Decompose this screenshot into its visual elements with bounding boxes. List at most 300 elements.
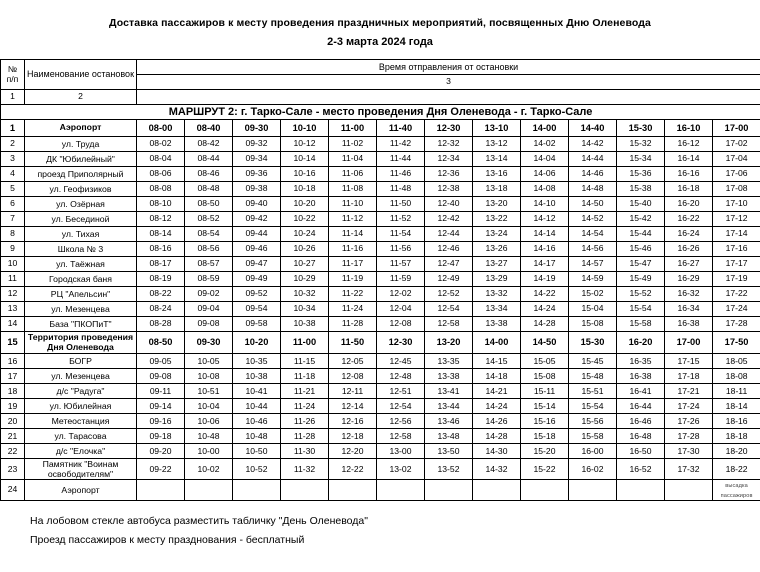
departure-time — [377, 480, 425, 501]
departure-time: 08-12 — [137, 212, 185, 227]
page-title: Доставка пассажиров к месту проведения праздничных мероприятий, посвященных Дню Оленевода — [109, 17, 651, 29]
departure-time: 08-02 — [137, 137, 185, 152]
departure-time: 15-11 — [521, 384, 569, 399]
departure-time: 17-32 — [665, 459, 713, 480]
departure-time: 12-42 — [425, 212, 473, 227]
departure-time: 16-32 — [665, 287, 713, 302]
departure-time: 13-24 — [473, 227, 521, 242]
departure-time: 10-51 — [185, 384, 233, 399]
departure-time — [425, 480, 473, 501]
departure-time: 12-51 — [377, 384, 425, 399]
column-number-3: 3 — [137, 75, 760, 90]
departure-time: 13-27 — [473, 257, 521, 272]
departure-time: 17-28 — [665, 429, 713, 444]
departure-time: 16-35 — [617, 354, 665, 369]
departure-time: 10-20 — [233, 332, 281, 354]
departure-time: 10-52 — [233, 459, 281, 480]
departure-time: 13-41 — [425, 384, 473, 399]
row-number: 17 — [1, 369, 25, 384]
departure-time: 12-45 — [377, 354, 425, 369]
departure-time: 16-10 — [665, 120, 713, 137]
departure-time: 09-52 — [233, 287, 281, 302]
departure-time: 10-44 — [233, 399, 281, 414]
table-row — [1, 167, 760, 182]
departure-time: 08-22 — [137, 287, 185, 302]
departure-time: 08-06 — [137, 167, 185, 182]
row-number: 20 — [1, 414, 25, 429]
departure-time: 11-17 — [329, 257, 377, 272]
departure-time: 08-04 — [137, 152, 185, 167]
departure-time — [617, 480, 665, 501]
departure-time: 13-20 — [425, 332, 473, 354]
departure-time: 09-04 — [185, 302, 233, 317]
departure-time: 12-58 — [377, 429, 425, 444]
departure-time: 08-48 — [185, 182, 233, 197]
departure-time: 10-41 — [233, 384, 281, 399]
row-number: 2 — [1, 137, 25, 152]
departure-time: 13-12 — [473, 137, 521, 152]
departure-time: 13-18 — [473, 182, 521, 197]
departure-time: 09-08 — [137, 369, 185, 384]
table-row — [1, 182, 760, 197]
departure-time: 11-21 — [281, 384, 329, 399]
departure-time: 13-10 — [473, 120, 521, 137]
departure-time: 11-26 — [281, 414, 329, 429]
column-number-2: 2 — [25, 90, 137, 105]
row-number: 3 — [1, 152, 25, 167]
departure-time: 14-42 — [569, 137, 617, 152]
departure-time: 11-32 — [281, 459, 329, 480]
departure-time: 12-44 — [425, 227, 473, 242]
departure-time: 15-20 — [521, 444, 569, 459]
departure-time: 15-56 — [569, 414, 617, 429]
row-number: 19 — [1, 399, 25, 414]
departure-time: 14-54 — [569, 227, 617, 242]
departure-time: 17-08 — [713, 182, 760, 197]
departure-time: 09-47 — [233, 257, 281, 272]
departure-time: 10-38 — [233, 369, 281, 384]
departure-time: 12-54 — [425, 302, 473, 317]
stop-name: ул. Тарасова — [25, 429, 137, 444]
departure-time: 11-08 — [329, 182, 377, 197]
departure-time: 10-24 — [281, 227, 329, 242]
departure-time: 13-52 — [425, 459, 473, 480]
departure-time: 14-00 — [521, 120, 569, 137]
departure-time: 14-52 — [569, 212, 617, 227]
departure-time: 17-24 — [665, 399, 713, 414]
departure-time: 13-35 — [425, 354, 473, 369]
departure-time: 17-24 — [713, 302, 760, 317]
departure-time: 08-24 — [137, 302, 185, 317]
table-header-row — [1, 60, 760, 75]
departure-time: 13-38 — [473, 317, 521, 332]
table-row — [1, 272, 760, 287]
departure-time: 18-18 — [713, 429, 760, 444]
departure-time: 16-16 — [665, 167, 713, 182]
departure-time: 08-10 — [137, 197, 185, 212]
departure-time: 08-50 — [137, 332, 185, 354]
departure-time: 08-44 — [185, 152, 233, 167]
departure-time: 12-05 — [329, 354, 377, 369]
departure-time: 13-20 — [473, 197, 521, 212]
departure-time: 14-17 — [521, 257, 569, 272]
departure-time: 09-32 — [233, 137, 281, 152]
departure-time: 16-18 — [665, 182, 713, 197]
departure-time: 11-52 — [377, 212, 425, 227]
departure-time: 16-44 — [617, 399, 665, 414]
departure-time: 15-40 — [617, 197, 665, 212]
stop-name: ул. Труда — [25, 137, 137, 152]
departure-time: 14-00 — [473, 332, 521, 354]
stop-name: ул. Тихая — [25, 227, 137, 242]
departure-time: 18-11 — [713, 384, 760, 399]
departure-time: 10-50 — [233, 444, 281, 459]
departure-time: 10-38 — [281, 317, 329, 332]
departure-time: 08-14 — [137, 227, 185, 242]
departure-time: 10-48 — [185, 429, 233, 444]
departure-time: 15-02 — [569, 287, 617, 302]
departure-time: 17-26 — [665, 414, 713, 429]
departure-time: 11-06 — [329, 167, 377, 182]
departure-time: 16-26 — [665, 242, 713, 257]
row-number: 23 — [1, 459, 25, 480]
departure-time: 09-08 — [185, 317, 233, 332]
departure-time: 10-18 — [281, 182, 329, 197]
departure-time — [521, 480, 569, 501]
departure-time: 17-28 — [713, 317, 760, 332]
table-row — [1, 227, 760, 242]
departure-time: 15-36 — [617, 167, 665, 182]
stop-name: ул. Озёрная — [25, 197, 137, 212]
departure-time: 12-56 — [377, 414, 425, 429]
departure-time: 10-35 — [233, 354, 281, 369]
departure-time: 11-00 — [329, 120, 377, 137]
departure-time: 11-22 — [329, 287, 377, 302]
departure-time: 10-26 — [281, 242, 329, 257]
table-row — [1, 287, 760, 302]
departure-time: 17-02 — [713, 137, 760, 152]
departure-time: 08-28 — [137, 317, 185, 332]
departure-time: 08-00 — [137, 120, 185, 137]
departure-time: 11-28 — [329, 317, 377, 332]
departure-time: 16-38 — [665, 317, 713, 332]
departure-time: 11-10 — [329, 197, 377, 212]
departure-time: 14-46 — [569, 167, 617, 182]
departure-time: 12-32 — [425, 137, 473, 152]
row-number: 13 — [1, 302, 25, 317]
departure-time: 15-47 — [617, 257, 665, 272]
row-number: 4 — [1, 167, 25, 182]
departure-time: 11-16 — [329, 242, 377, 257]
departure-time: 17-22 — [713, 287, 760, 302]
departure-time: 11-40 — [377, 120, 425, 137]
departure-time: 11-57 — [377, 257, 425, 272]
stop-name: Территория проведения Дня Оленевода — [25, 332, 137, 354]
departure-time: 18-16 — [713, 414, 760, 429]
departure-time: 14-24 — [521, 302, 569, 317]
departure-time: 12-36 — [425, 167, 473, 182]
departure-time: 09-30 — [185, 332, 233, 354]
departure-time: 17-15 — [665, 354, 713, 369]
departure-time — [281, 480, 329, 501]
stop-name: ул. Бесединой — [25, 212, 137, 227]
departure-time: 13-26 — [473, 242, 521, 257]
departure-time: 08-52 — [185, 212, 233, 227]
departure-time: 14-19 — [521, 272, 569, 287]
departure-time: 14-28 — [473, 429, 521, 444]
departure-time: 08-59 — [185, 272, 233, 287]
stop-name: д/с "Елочка" — [25, 444, 137, 459]
departure-time: 12-20 — [329, 444, 377, 459]
departure-time: 11-18 — [281, 369, 329, 384]
departure-time: 12-34 — [425, 152, 473, 167]
departure-time: 12-22 — [329, 459, 377, 480]
departure-time: 12-46 — [425, 242, 473, 257]
departure-time: 10-16 — [281, 167, 329, 182]
departure-time: 12-11 — [329, 384, 377, 399]
departure-time: 13-48 — [425, 429, 473, 444]
departure-time: 10-46 — [233, 414, 281, 429]
departure-time: 11-24 — [281, 399, 329, 414]
departure-time: 14-10 — [521, 197, 569, 212]
departure-time: 11-30 — [281, 444, 329, 459]
departure-time: 16-46 — [617, 414, 665, 429]
departure-time: 14-22 — [521, 287, 569, 302]
departure-time: 11-12 — [329, 212, 377, 227]
departure-time: 10-34 — [281, 302, 329, 317]
departure-time: 14-50 — [521, 332, 569, 354]
departure-time: 11-42 — [377, 137, 425, 152]
departure-time: 09-40 — [233, 197, 281, 212]
departure-time: 14-24 — [473, 399, 521, 414]
departure-time: 12-30 — [425, 120, 473, 137]
departure-time: 14-28 — [521, 317, 569, 332]
departure-time: 08-54 — [185, 227, 233, 242]
departure-time: 14-26 — [473, 414, 521, 429]
departure-time: 16-24 — [665, 227, 713, 242]
departure-time: 17-19 — [713, 272, 760, 287]
departure-time: 13-46 — [425, 414, 473, 429]
departure-time: 15-42 — [617, 212, 665, 227]
departure-time: 15-38 — [617, 182, 665, 197]
departure-time: 16-00 — [569, 444, 617, 459]
stop-name: БОГР — [25, 354, 137, 369]
table-row — [1, 354, 760, 369]
departure-time: 17-04 — [713, 152, 760, 167]
column-number-1: 1 — [1, 90, 25, 105]
departure-time: 14-02 — [521, 137, 569, 152]
departure-time: 09-18 — [137, 429, 185, 444]
departure-time: 13-22 — [473, 212, 521, 227]
table-row — [1, 399, 760, 414]
departure-time: 18-14 — [713, 399, 760, 414]
departure-time — [329, 480, 377, 501]
table-row — [1, 384, 760, 399]
departure-time: 15-14 — [521, 399, 569, 414]
departure-time: 10-04 — [185, 399, 233, 414]
departure-time: 11-00 — [281, 332, 329, 354]
departure-time: 14-18 — [473, 369, 521, 384]
departure-time: 12-14 — [329, 399, 377, 414]
row-number: 22 — [1, 444, 25, 459]
departure-time: 14-16 — [521, 242, 569, 257]
departure-time: 15-18 — [521, 429, 569, 444]
departure-time: 12-40 — [425, 197, 473, 212]
departure-time: 11-50 — [329, 332, 377, 354]
table-row — [1, 459, 760, 480]
departure-time: 12-52 — [425, 287, 473, 302]
table-row — [1, 197, 760, 212]
departure-time: 11-04 — [329, 152, 377, 167]
departure-time: 17-00 — [713, 120, 760, 137]
departure-time: 15-54 — [569, 399, 617, 414]
departure-time: 09-02 — [185, 287, 233, 302]
departure-time: 13-50 — [425, 444, 473, 459]
departure-time: 09-22 — [137, 459, 185, 480]
departure-time: 11-44 — [377, 152, 425, 167]
table-row — [1, 317, 760, 332]
departure-time: 14-57 — [569, 257, 617, 272]
departure-time: 14-30 — [473, 444, 521, 459]
stop-name: ДК "Юбилейный" — [25, 152, 137, 167]
departure-time: 15-04 — [569, 302, 617, 317]
row-number: 8 — [1, 227, 25, 242]
departure-time: 14-56 — [569, 242, 617, 257]
departure-time: 08-57 — [185, 257, 233, 272]
departure-time: 09-16 — [137, 414, 185, 429]
departure-time — [713, 480, 760, 501]
departure-time: 14-21 — [473, 384, 521, 399]
departure-time: 10-02 — [185, 459, 233, 480]
departure-time: 17-14 — [713, 227, 760, 242]
departure-time: 08-50 — [185, 197, 233, 212]
document-title-block — [0, 0, 760, 48]
stop-name: Аэропорт — [25, 120, 137, 137]
departure-time: 12-58 — [425, 317, 473, 332]
departure-time: 15-32 — [617, 137, 665, 152]
table-row — [1, 414, 760, 429]
departure-time: 10-10 — [281, 120, 329, 137]
row-number: 10 — [1, 257, 25, 272]
departure-time: 08-19 — [137, 272, 185, 287]
departure-time: 17-12 — [713, 212, 760, 227]
departure-time: 09-36 — [233, 167, 281, 182]
departure-time: 15-58 — [617, 317, 665, 332]
departure-time — [185, 480, 233, 501]
stop-name: ул. Мезенцева — [25, 302, 137, 317]
departure-time: 17-18 — [665, 369, 713, 384]
row-number: 7 — [1, 212, 25, 227]
departure-time: 10-06 — [185, 414, 233, 429]
departure-time: 13-29 — [473, 272, 521, 287]
departure-time: 11-28 — [281, 429, 329, 444]
header-number-line1: № — [7, 63, 18, 74]
stop-name: Памятник "Воинам освободителям" — [25, 459, 137, 480]
departure-time: 12-02 — [377, 287, 425, 302]
footer-note-2: Проезд пассажиров к месту празднования - бесплатный — [30, 534, 305, 547]
row-number: 15 — [1, 332, 25, 354]
departure-time: 14-06 — [521, 167, 569, 182]
departure-time: 14-15 — [473, 354, 521, 369]
departure-time: 15-46 — [617, 242, 665, 257]
stop-name: Аэропорт — [25, 480, 137, 501]
stop-name: Школа № 3 — [25, 242, 137, 257]
departure-time: 10-32 — [281, 287, 329, 302]
row-number: 21 — [1, 429, 25, 444]
departure-time: 09-34 — [233, 152, 281, 167]
departure-time: 17-10 — [713, 197, 760, 212]
departure-time: 16-12 — [665, 137, 713, 152]
departure-time: 09-30 — [233, 120, 281, 137]
departure-time: 16-02 — [569, 459, 617, 480]
departure-time: 15-51 — [569, 384, 617, 399]
departure-time: 09-46 — [233, 242, 281, 257]
departure-time: 14-50 — [569, 197, 617, 212]
stop-name: ул. Юбилейная — [25, 399, 137, 414]
departure-time: 09-11 — [137, 384, 185, 399]
row-number: 14 — [1, 317, 25, 332]
departure-time: 16-29 — [665, 272, 713, 287]
column-number-3-repeat — [137, 90, 760, 105]
departure-time: 11-50 — [377, 197, 425, 212]
departure-time: 09-20 — [137, 444, 185, 459]
departure-time: 09-38 — [233, 182, 281, 197]
departure-time: 12-47 — [425, 257, 473, 272]
departure-time: 11-54 — [377, 227, 425, 242]
departure-time: 10-05 — [185, 354, 233, 369]
stop-name: РЦ "Апельсин" — [25, 287, 137, 302]
departure-time — [137, 480, 185, 501]
departure-time: 15-58 — [569, 429, 617, 444]
departure-time: 08-40 — [185, 120, 233, 137]
departure-time: 16-41 — [617, 384, 665, 399]
stop-name: ул. Мезенцева — [25, 369, 137, 384]
departure-time: 13-44 — [425, 399, 473, 414]
row-number: 24 — [1, 480, 25, 501]
departure-time: 12-54 — [377, 399, 425, 414]
page-subtitle: 2-3 марта 2024 года — [327, 36, 433, 48]
departure-time: 12-48 — [377, 369, 425, 384]
departure-time: 12-38 — [425, 182, 473, 197]
departure-time: 13-38 — [425, 369, 473, 384]
table-row — [1, 212, 760, 227]
departure-time — [569, 480, 617, 501]
schedule-table — [0, 59, 760, 501]
departure-time: 09-42 — [233, 212, 281, 227]
departure-time: 16-20 — [665, 197, 713, 212]
row-number: 1 — [1, 120, 25, 137]
departure-time: 09-49 — [233, 272, 281, 287]
departure-time: 14-44 — [569, 152, 617, 167]
departure-time: 14-04 — [521, 152, 569, 167]
departure-time: 12-16 — [329, 414, 377, 429]
document-footer — [30, 515, 760, 546]
departure-time: 18-20 — [713, 444, 760, 459]
departure-time: 14-32 — [473, 459, 521, 480]
header-cell-number — [1, 60, 25, 90]
departure-time: 16-34 — [665, 302, 713, 317]
departure-time: 08-46 — [185, 167, 233, 182]
departure-time: 15-45 — [569, 354, 617, 369]
departure-time: 14-12 — [521, 212, 569, 227]
departure-time: 08-17 — [137, 257, 185, 272]
departure-time: 13-32 — [473, 287, 521, 302]
table-row — [1, 332, 760, 354]
departure-time: 14-08 — [521, 182, 569, 197]
departure-time: 13-34 — [473, 302, 521, 317]
departure-time: 14-40 — [569, 120, 617, 137]
departure-time: 18-22 — [713, 459, 760, 480]
